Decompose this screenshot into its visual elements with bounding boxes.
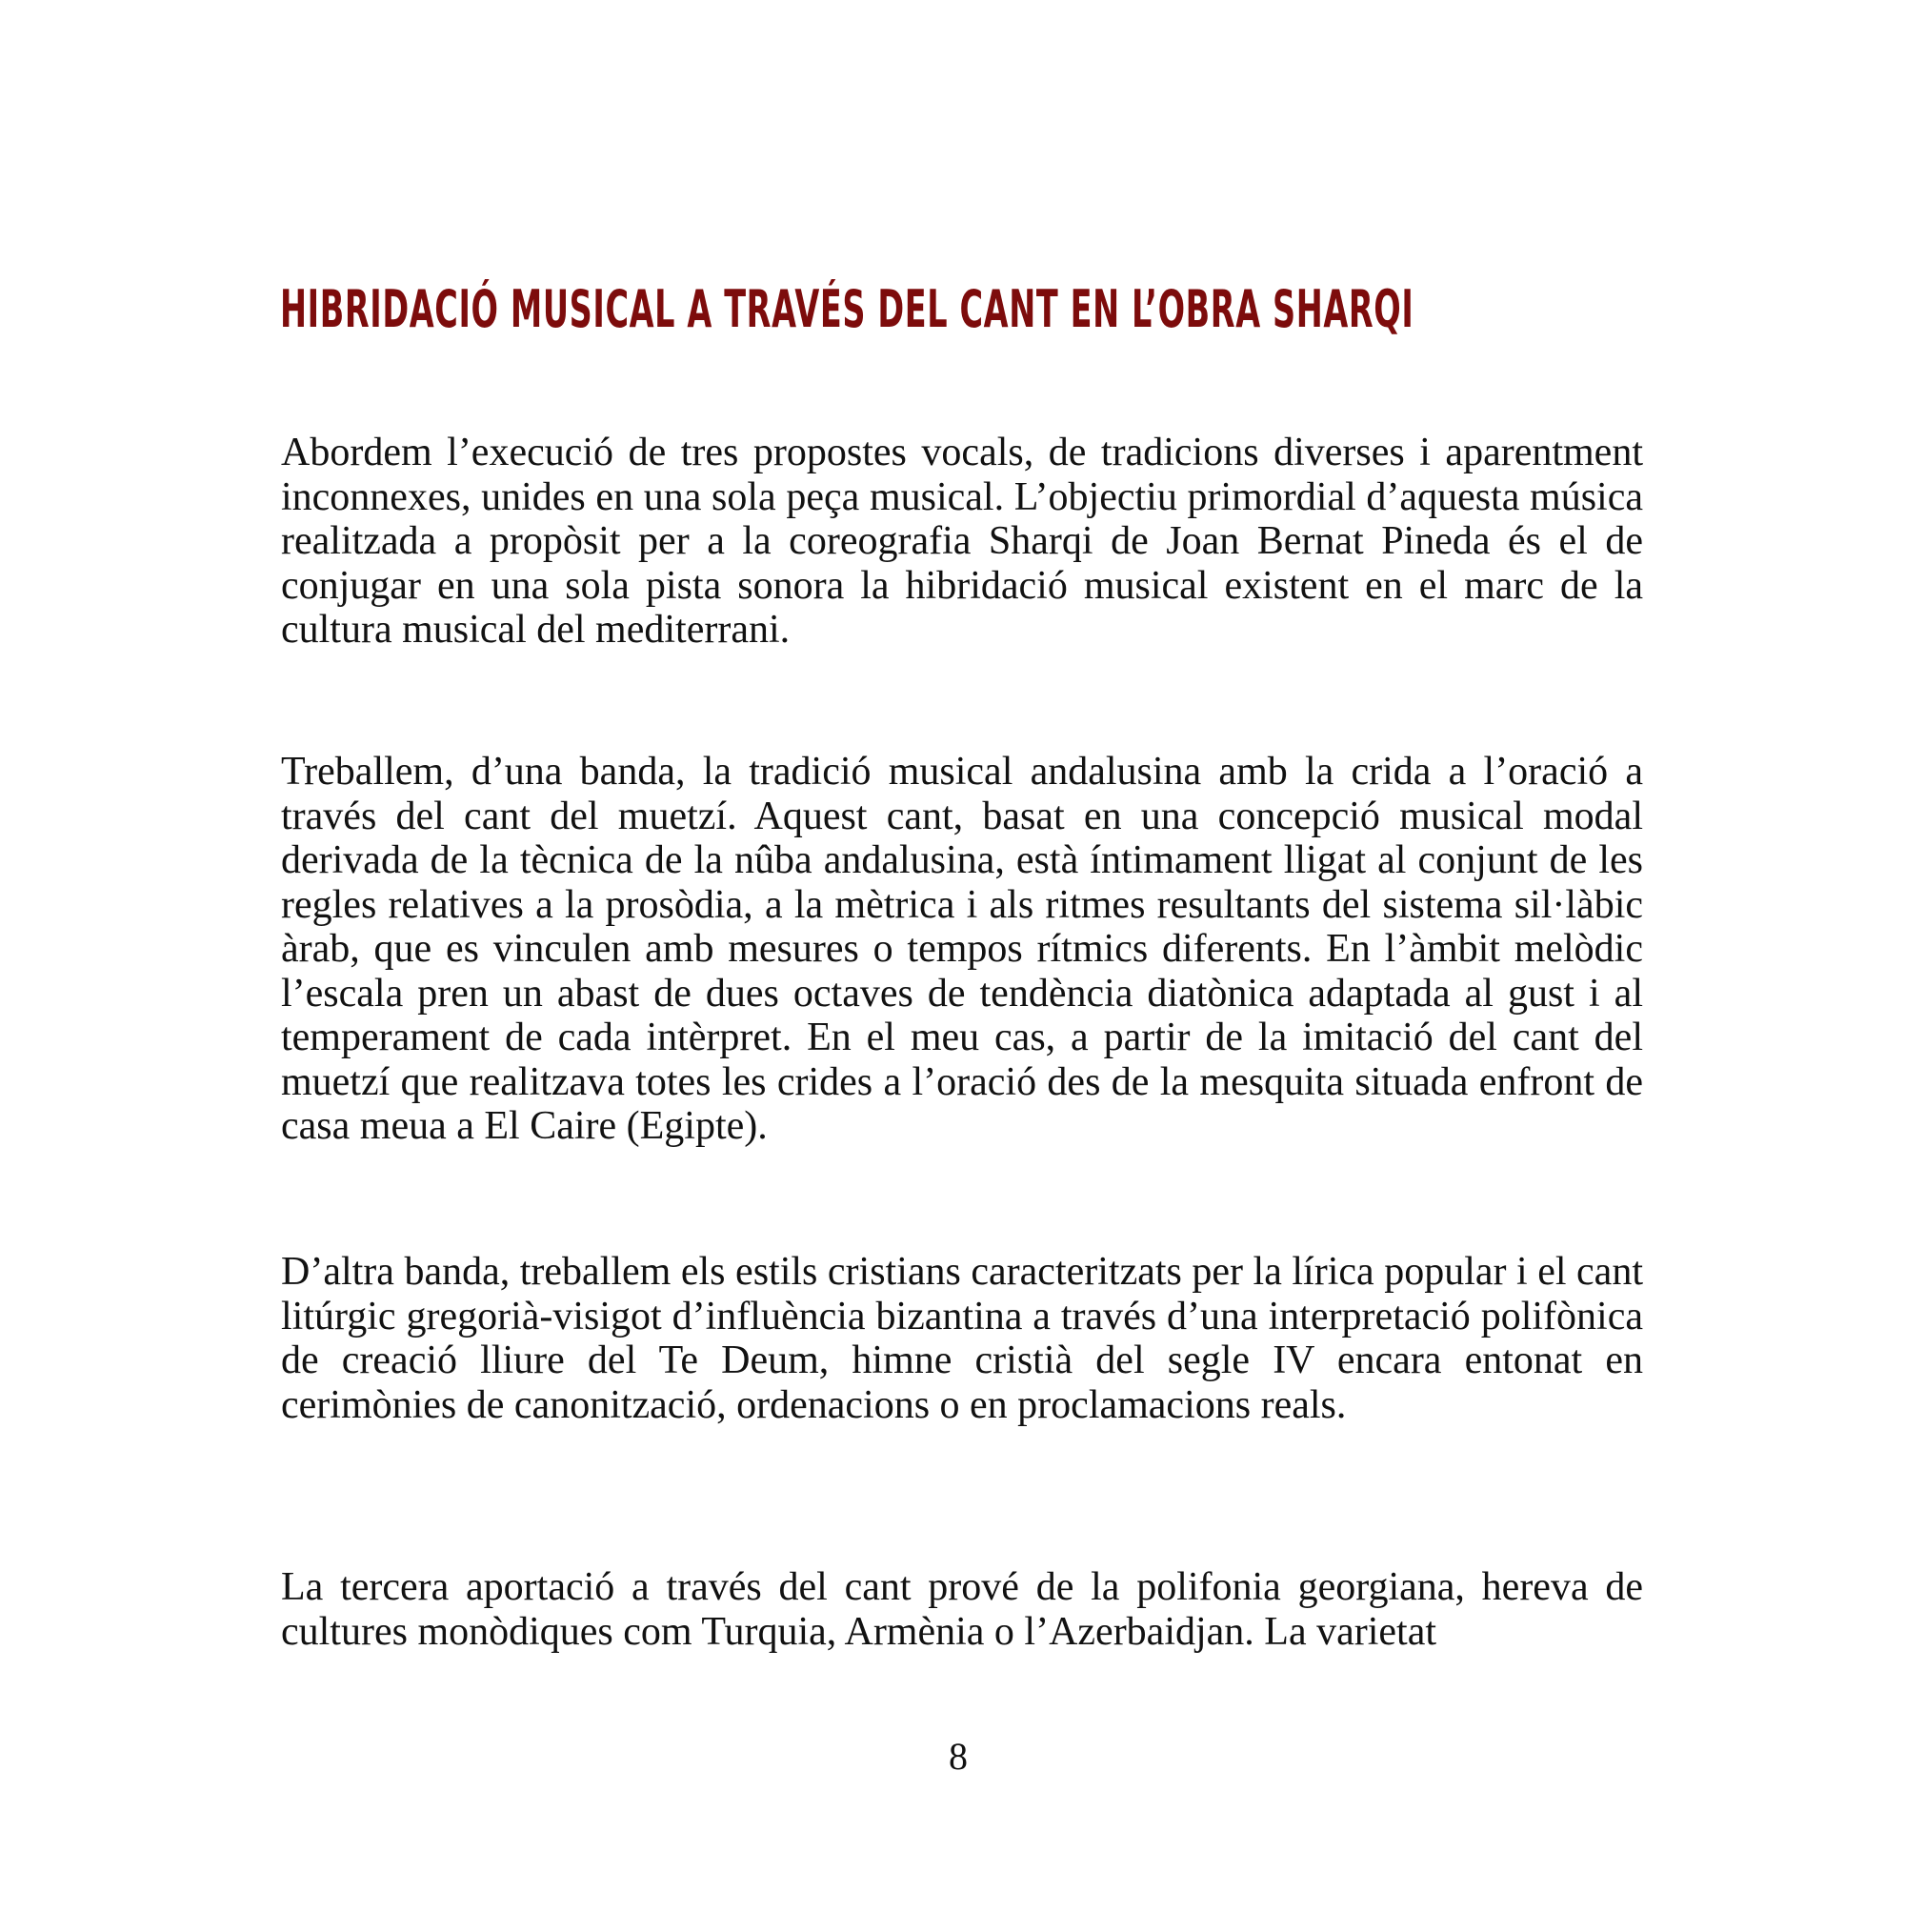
paragraph-andalusian-tradition: Treballem, d’una banda, la tradició musical andalusina amb la crida a l’oració a través del cant del muetzí. Aquest cant, basat en una concepció musical modal derivada de la tècnica de la nûba andalusina, està íntimament lligat al conjunt de les regles relatives a la prosòdia, a la mètrica i als ritmes resultants del sistema sil·làbic àrab, que es vinculen amb mesures o tempos rítmics diferents. En l’àmbit melòdic l’escala pren un abast de dues octaves de tendència diatònica adaptada al gust i al temperament de cada intèrpret. En el meu cas, a partir de la imitació del cant del muetzí que realitzava totes les crides a l’oració des de la mesquita situada enfront de casa meua a El Caire (Egipte). xyxy=(281,750,1643,1148)
paragraph-christian-styles: D’altra banda, treballem els estils cristians caracteritzats per la lírica popular i el cant litúrgic gregorià-visigot d’influència bizantina a través d’una interpretació polifònica de creació lliure del Te Deum, himne cristià del segle IV encara entonat en cerimònies de canonització, ordenacions o en proclamacions reals. xyxy=(281,1250,1643,1427)
section-title: HIBRIDACIÓ MUSICAL A TRAVÉS DEL CANT EN L’OBRA SHARQI xyxy=(280,279,1414,339)
paragraph-intro: Abordem l’execució de tres propostes vocals, de tradicions diverses i aparentment inconnexes, unides en una sola peça musical. L’objectiu primordial d’aquesta música realitzada a propòsit per a la coreografia Sharqi de Joan Bernat Pineda és el de conjugar en una sola pista sonora la hibridació musical existent en el marc de la cultura musical del mediterrani. xyxy=(281,431,1643,652)
paragraph-georgian-polyphony-text: La tercera aportació a través del cant prové de la polifonia georgiana, hereva de cultures monòdiques com Turquia, Armènia o l’Azerbaidjan. La varietat xyxy=(281,1565,1643,1654)
page-number: 8 xyxy=(949,1735,968,1778)
paragraph-georgian-polyphony xyxy=(281,1565,1643,1654)
